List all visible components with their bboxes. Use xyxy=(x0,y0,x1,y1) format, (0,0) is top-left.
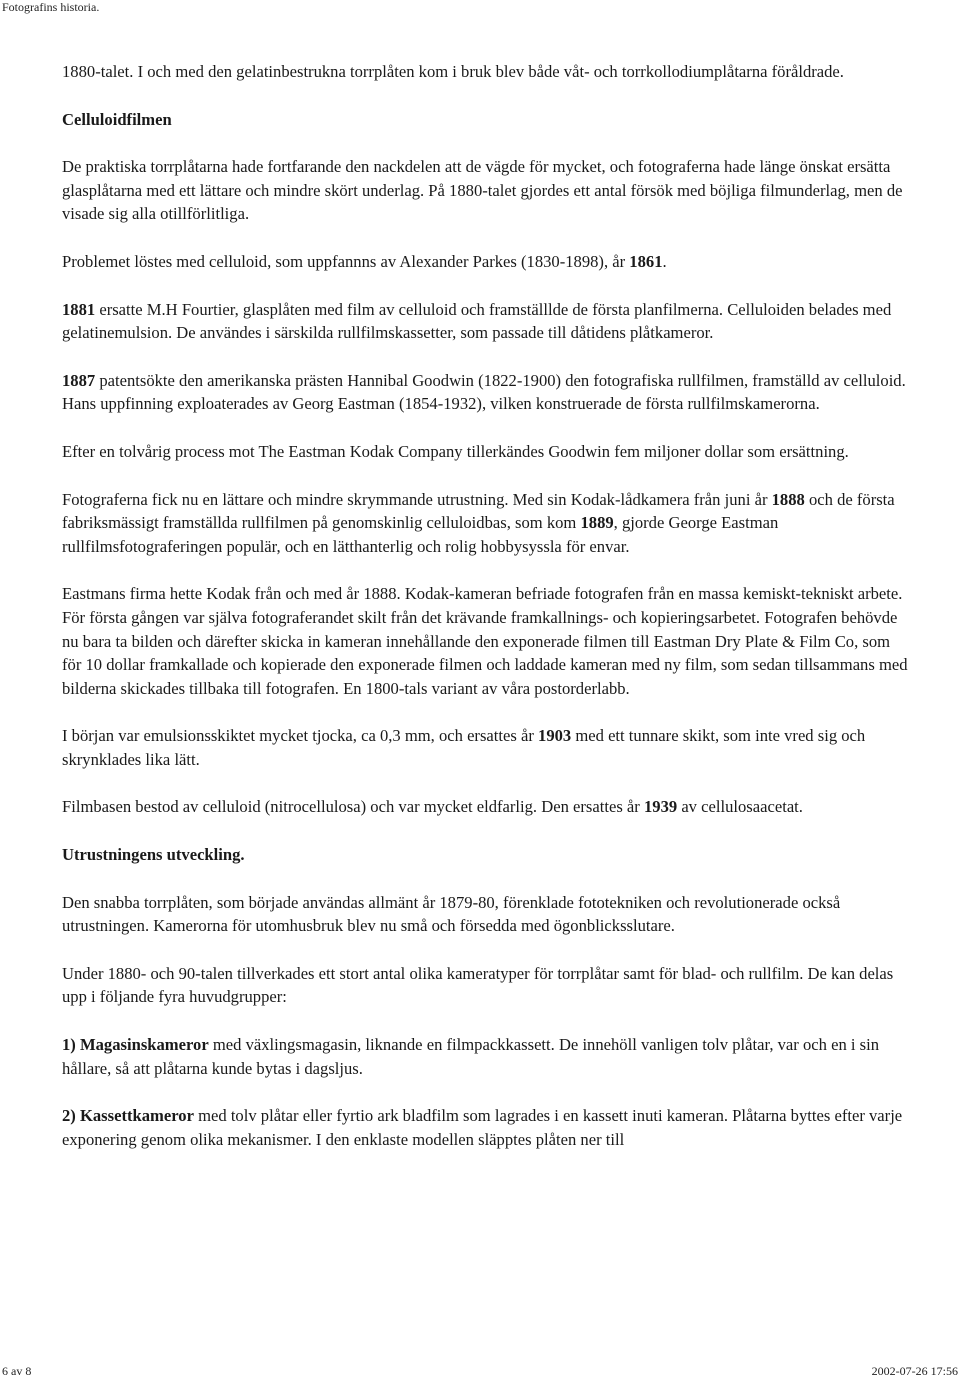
year-1888: 1888 xyxy=(771,489,805,509)
print-timestamp: 2002-07-26 17:56 xyxy=(871,1364,958,1378)
section-heading-equipment: Utrustningens utveckling. xyxy=(62,845,245,865)
celluloid-paragraph-2: Problemet löstes med celluloid, som uppfannns av Alexander Parkes (1830-1898), år 1861. xyxy=(62,251,667,271)
equipment-paragraph-1: Den snabba torrplåten, som började användas allmänt år 1879-80, förenklade fototekniken och revolutionerade också utrustningen. Kamerorna för utomhusbruk blev nu små och försedda med ögonblicksslutare. xyxy=(62,892,841,936)
celluloid-paragraph-8: I början var emulsionsskiktet mycket tjocka, ca 0,3 mm, och ersattes år 1903 med ett tunnare skikt, som inte vred sig och skrynklades lika lätt. xyxy=(62,726,866,769)
intro-paragraph: 1880-talet. I och med den gelatinbestrukna torrplåten kom i bruk blev både våt- och torrkollodiumplåtarna föråldrade. xyxy=(62,62,844,81)
equipment-group-1: 1) Magasinskameror med växlingsmagasin, liknande en filmpackkassett. De innehöll vanligen tolv plåtar, var och en i sin hållare, så att plåtarna kunde bytas i dagsljus. xyxy=(62,1035,880,1078)
year-1939: 1939 xyxy=(643,797,678,817)
celluloid-paragraph-7: Eastmans firma hette Kodak från och med år 1888. Kodak-kameran befriade fotografen från en massa kemiskt-tekniskt arbete. För första gången var själva fotograferandet skilt från det krävande framkallnings- och kopieringsarbetet. Fotografen behövde nu bara ta bilden och därefter skicka in kameran innehållande den exponerade filmen till Eastman Dry Plate & Film Co, som för 10 dollar framkallade och kopierade den exponerade filmen och laddade kameran med ny film, som sedan tillsammans med bilderna skickades tillbaka till fotografen. En 1800-tals variant av våra postorderlabb. xyxy=(62,584,908,698)
celluloid-paragraph-1: De praktiska torrplåtarna hade fortfarande den nackdelen att de vägde för mycket, och fotograferna hade länge önskat ersätta glasplåtarna med ett lättare och mindre skört underlag. På 1880-talet gjordes ett antal försök med böjliga filmunderlag, men de visade sig alla otillförlitliga. xyxy=(62,157,903,224)
page-header-title: Fotografins historia. xyxy=(2,0,100,14)
celluloid-paragraph-4: 1887 patentsökte den amerikanska prästen Hannibal Goodwin (1822-1900) den fotografiska rullfilmen, framställd av celluloid. Hans uppfinning exploaterades av Georg Eastman (1854-1932), vilken konstruerade de första rullfilmskamerorna. xyxy=(62,370,906,414)
document-body xyxy=(62,60,912,1175)
group-2-label: 2) Kassettkameror xyxy=(62,1106,194,1126)
celluloid-paragraph-5: Efter en tolvårig process mot The Eastman Kodak Company tillerkändes Goodwin fem miljoner dollar som ersättning. xyxy=(62,441,849,461)
celluloid-paragraph-3: 1881 ersatte M.H Fourtier, glasplåten med film av celluloid och framställlde de första planfilmerna. Celluloiden belades med gelatinemulsion. De användes i särskilda rullfilmskassetter, som passade till dåtidens plåtkameror. xyxy=(62,299,892,343)
page-number: 6 av 8 xyxy=(2,1364,32,1378)
group-1-label: 1) Magasinskameror xyxy=(62,1035,209,1055)
year-1881: 1881 xyxy=(62,299,96,319)
year-1903: 1903 xyxy=(538,726,572,746)
equipment-paragraph-2: Under 1880- och 90-talen tillverkades ett stort antal olika kameratyper för torrplåtar samt för blad- och rullfilm. De kan delas upp i följande fyra huvudgrupper: xyxy=(62,963,894,1007)
year-1887: 1887 xyxy=(62,370,96,390)
equipment-group-2: 2) Kassettkameror med tolv plåtar eller fyrtio ark bladfilm som lagrades i en kassett inuti kameran. Plåtarna byttes efter varje exponering genom olika mekanismer. I den enklaste modellen släpptes plåten ner till xyxy=(62,1106,903,1149)
celluloid-paragraph-6: Fotograferna fick nu en lättare och mindre skrymmande utrustning. Med sin Kodak-lådkamera från juni år 1888 och de första fabriksmässigt framställda rullfilmen på genomskinlig celluloidbas, som kom 1889, gjorde George Eastman rullfilmsfotograferingen populär, och en lätthanterlig och rolig hobbysyssla för envar. xyxy=(62,489,895,556)
celluloid-paragraph-9: Filmbasen bestod av celluloid (nitrocellulosa) och var mycket eldfarlig. Den ersattes år 1939 av cellulosaacetat. xyxy=(62,797,803,817)
year-1861: 1861 xyxy=(629,251,663,271)
section-heading-celluloid: Celluloidfilmen xyxy=(62,109,172,129)
year-1889: 1889 xyxy=(580,513,614,533)
